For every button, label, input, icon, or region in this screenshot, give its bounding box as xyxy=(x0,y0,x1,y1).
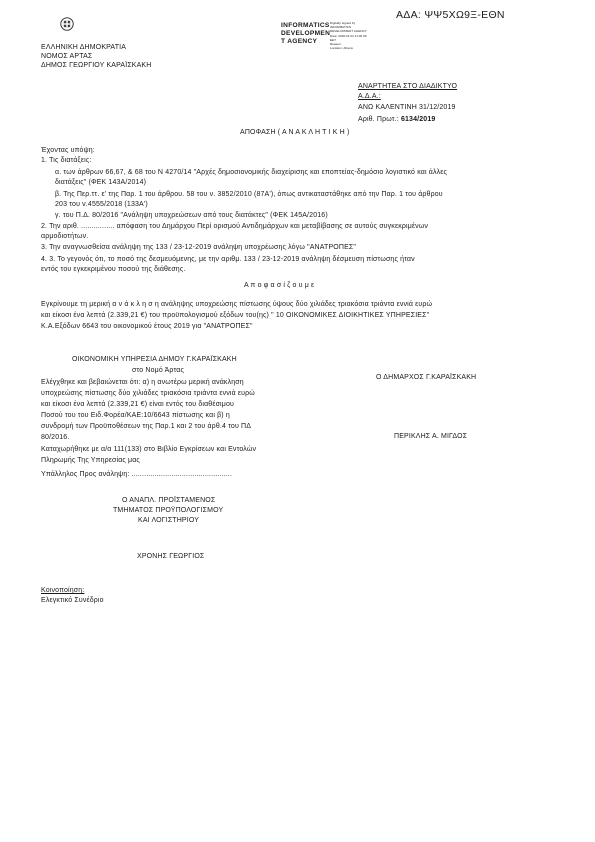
signature-line: Date: 2020.01.03 11:00:09 xyxy=(330,33,367,38)
deputy-head-line-1: Ο ΑΝΑΠΛ. ΠΡΟΪΣΤΑΜΕΝΟΣ xyxy=(122,497,216,504)
protocol-value: 6134/2019 xyxy=(400,116,436,123)
consideration-3: 3. Την αναγνωσθείσα ανάληψη της 133 / 23-12-2019 ανάληψη υποχρέωσης λόγω "ΑΝΑΤΡΟΠΕΣ" xyxy=(41,244,357,251)
ada-label: Α.Δ.Α.: xyxy=(358,93,381,100)
document-title: ΑΠΟΦΑΣΗ ( Α Ν Α Κ Λ Η Τ Ι Κ Η ) xyxy=(240,129,350,136)
mayor-name: ΠΕΡΙΚΛΗΣ Α. ΜΙΓΔΟΣ xyxy=(394,433,468,440)
agency-logo xyxy=(281,22,330,46)
consideration-1: 1. Τις διατάξεις: xyxy=(41,157,92,164)
consideration-1b-line-1: β. Της Περ.ττ. ε' της Παρ. 1 του άρθρου. 58 του ν. 3852/2010 (87Α'), όπως αντικαταστάθηκε από την Παρ. 1 του άρθρου xyxy=(55,191,443,198)
consideration-1b-line-2: 203 του ν.4555/2018 (133Α') xyxy=(55,201,148,208)
signature-line: DEVELOPMENT AGENCY xyxy=(330,29,367,34)
employee-line: Υπάλληλος Προς ανάληψη: ................................................ xyxy=(41,471,233,478)
decision-heading: Α π ο φ α σ ί ζ ο υ μ ε xyxy=(244,282,315,289)
consideration-4-line-1: 4. 3. Το γεγονός ότι, το ποσό της δεσμευόμενης, με την αριθμ. 133 / 23-12-2019 ανάληψη δέσμευση πίστωσης ήταν xyxy=(41,256,415,263)
verification-line-3: και είκοσι ένα λεπτά (2.339,21 €) είναι εντός του διαθέσιμου xyxy=(41,401,234,408)
distribution-label: Κοινοποίηση: xyxy=(41,587,85,594)
header-line-2: ΝΟΜΟΣ ΑΡΤΑΣ xyxy=(41,53,93,60)
agency-logo-line-1: INFORMATICS xyxy=(281,22,330,29)
consideration-4-line-2: εντός του εγκεκριμένου ποσού της διάθεσης. xyxy=(41,266,186,273)
verification-line-5: συνδρομή των Προϋποθέσεων της Παρ.1 και 2 του άρθ.4 του ΠΔ xyxy=(41,423,252,430)
verification-line-2: υποχρεώσης πίστωσης δύο χιλιάδες τριακόσια τριάντα εννιά ευρώ xyxy=(41,390,255,397)
posted-online-label: ΑΝΑΡΤΗΤΕΑ ΣΤΟ ΔΙΑΔΙΚΤΥΟ xyxy=(358,83,458,90)
deputy-head-line-2: ΤΜΗΜΑΤΟΣ ΠΡΟΫΠΟΛΟΓΙΣΜΟΥ xyxy=(113,507,224,514)
deputy-head-line-3: ΚΑΙ ΛΟΓΙΣΤΗΡΙΟΥ xyxy=(138,517,200,524)
decision-line-3: Κ.Α.Εξόδων 6643 του οικονομικού έτους 2019 για "ΑΝΑΤΡΟΠΕΣ" xyxy=(41,323,253,330)
registration-line-1: Καταχωρήθηκε με α/α 111(133) στο Βιβλίο Εγκρίσεων και Εντολών xyxy=(41,446,257,453)
ada-stamp: ΑΔΑ: ΨΨ5ΧΩ9Ξ-ΕΘΝ xyxy=(396,9,505,21)
signature-line: INFORMATICS xyxy=(330,25,351,30)
protocol-label: Αριθ. Πρωτ.: xyxy=(358,116,399,123)
header-line-3: ΔΗΜΟΣ ΓΕΩΡΓΙΟΥ ΚΑΡΑΪΣΚΑΚΗ xyxy=(41,62,152,69)
document-date: ΑΝΩ ΚΑΛΕΝΤΙΝΗ 31/12/2019 xyxy=(358,104,456,111)
consideration-2-line-2: αρμοδιοτήτων. xyxy=(41,233,89,240)
signature-line: Reason: xyxy=(330,42,342,47)
financial-service-title: ΟΙΚΟΝΟΜΙΚΗ ΥΠΗΡΕΣΙΑ ΔΗΜΟΥ Γ.ΚΑΡΑΪΣΚΑΚΗ xyxy=(72,356,237,363)
consideration-1a-line-2: διατάξεις" (ΦΕΚ 143Α/2014) xyxy=(55,179,147,186)
verification-line-1: Ελέγχθηκε και βεβαιώνεται ότι: α) η ανωτέρω μερική ανάκληση xyxy=(41,379,244,386)
signature-line: EET xyxy=(330,37,336,42)
verification-line-6: 80/2016. xyxy=(41,434,70,441)
deputy-head-name: ΧΡΟΝΗΣ ΓΕΩΡΓΙΟΣ xyxy=(137,553,205,560)
registration-line-2: Πληρωμής Της Υπηρεσίας μας xyxy=(41,457,140,464)
protocol-number xyxy=(358,116,435,123)
consideration-1c: γ. του Π.Δ. 80/2016 "Ανάληψη υποχρεώσεων από τους διατάκτες" (ΦΕΚ 145Α/2016) xyxy=(55,212,328,219)
consideration-1a-line-1: α. των άρθρων 66,67, & 68 του Ν 4270/14 "Αρχές δημοσιονομικής διαχείρισης και εποπτείας-δημόσιο λογιστικό και άλλες xyxy=(55,169,448,176)
financial-service-location: στο Νομό Άρτας xyxy=(132,367,184,374)
considerations-intro: Έχοντας υπόψη: xyxy=(41,147,95,154)
distribution-recipient: Ελεγκτικό Συνέδριο xyxy=(41,597,104,604)
agency-logo-line-2: DEVELOPMEN xyxy=(281,30,331,37)
decision-line-1: Εγκρίνουμε τη μερική α ν ά κ λ η σ η ανάληψης υποχρεώσης πίστωσης ύψους δύο χιλιάδες τριακόσια τριάντα εννιά ευρώ xyxy=(41,301,433,308)
digital-signature-block xyxy=(330,21,367,50)
signature-line: Location: Athens xyxy=(330,46,353,51)
decision-line-2: και είκοσι ένα λεπτά (2.339,21 €) του προϋπολογισμού εξόδων του(ης) " 10 ΟΙΚΟΝΟΜΙΚΕΣ ΔΙΟΙΚΗΤΙΚΕΣ ΥΠΗΡΕΣΙΕΣ" xyxy=(41,312,430,319)
signature-line: Digitally signed by xyxy=(330,21,356,25)
verification-line-4: Ποσού του του Ειδ.Φορέα/ΚΑΕ:10/6643 πίστωσης και β) η xyxy=(41,412,230,419)
mayor-title: Ο ΔΗΜΑΡΧΟΣ Γ.ΚΑΡΑΪΣΚΑΚΗ xyxy=(376,374,477,381)
header-line-1: ΕΛΛΗΝΙΚΗ ΔΗΜΟΚΡΑΤΙΑ xyxy=(41,44,127,51)
consideration-2-line-1: 2. Την αριθ. ................ απόφαση του Δημάρχου Περί ορισμού Αντιδημάρχων και μεταβίβασης σε αυτούς συγκεκριμένων xyxy=(41,223,429,230)
agency-logo-line-3: T AGENCY xyxy=(281,38,318,45)
greek-emblem-icon xyxy=(60,17,74,31)
